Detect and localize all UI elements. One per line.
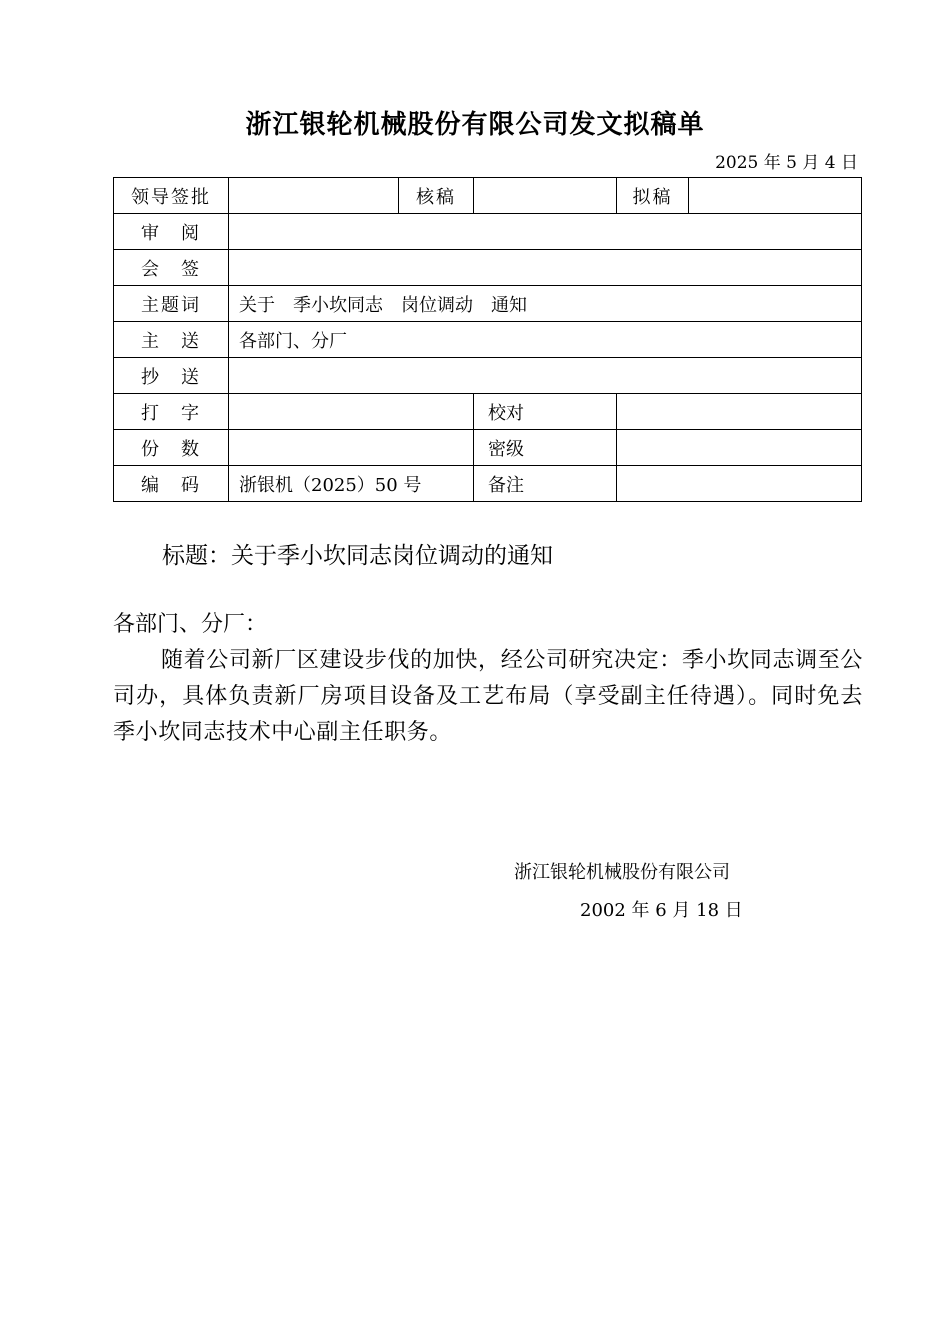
drafter-field[interactable] — [689, 178, 862, 214]
form-row-countersign — [114, 250, 862, 286]
code-field[interactable]: 浙银机（2025）50 号 — [229, 466, 474, 502]
subject-keywords-field[interactable]: 关于 季小坎同志 岗位调动 通知 — [229, 286, 862, 322]
check-draft-field[interactable] — [474, 178, 617, 214]
countersign-label: 会 签 — [114, 250, 229, 286]
form-row-copies — [114, 430, 862, 466]
typing-field[interactable] — [229, 394, 474, 430]
main-recipients-field[interactable]: 各部门、分厂 — [229, 322, 862, 358]
letter-salutation: 各部门、分厂： — [113, 612, 268, 637]
copies-label: 份 数 — [114, 430, 229, 466]
letter-paragraph: 随着公司新厂区建设步伐的加快，经公司研究决定：季小坎同志调至公司办，具体负责新厂房项目设备及工艺布局（享受副主任待遇）。同时免去季小坎同志技术中心副主任职务。 — [113, 648, 863, 745]
leader-approval-label: 领导签批 — [114, 178, 229, 214]
form-row-subject — [114, 286, 862, 322]
signature-date: 2002 年 6 月 18 日 — [580, 900, 743, 921]
countersign-field[interactable] — [229, 250, 862, 286]
proofread-field[interactable] — [617, 394, 862, 430]
main-recipients-label: 主 送 — [114, 322, 229, 358]
check-draft-label: 核稿 — [399, 178, 474, 214]
document-date: 2025 年 5 月 4 日 — [715, 153, 858, 173]
cc-field[interactable] — [229, 358, 862, 394]
typing-label: 打 字 — [114, 394, 229, 430]
remarks-field[interactable] — [617, 466, 862, 502]
form-row-code — [114, 466, 862, 502]
secrecy-field[interactable] — [617, 430, 862, 466]
form-row-cc — [114, 358, 862, 394]
document-title: 浙江银轮机械股份有限公司发文拟稿单 — [245, 110, 705, 140]
secrecy-label: 密级 — [474, 430, 617, 466]
form-row-review — [114, 214, 862, 250]
drafter-label: 拟稿 — [617, 178, 689, 214]
draft-form-table — [113, 177, 862, 502]
copies-field[interactable] — [229, 430, 474, 466]
cc-label: 抄 送 — [114, 358, 229, 394]
code-label: 编 码 — [114, 466, 229, 502]
letter-body — [113, 607, 863, 751]
signature-organization: 浙江银轮机械股份有限公司 — [514, 862, 730, 883]
leader-approval-field[interactable] — [229, 178, 399, 214]
letter-subject: 标题：关于季小坎同志岗位调动的通知 — [162, 543, 553, 569]
review-field[interactable] — [229, 214, 862, 250]
form-row-main-recipients — [114, 322, 862, 358]
form-row-approval — [114, 178, 862, 214]
proofread-label: 校对 — [474, 394, 617, 430]
subject-keywords-label: 主题词 — [114, 286, 229, 322]
review-label: 审 阅 — [114, 214, 229, 250]
form-row-typing — [114, 394, 862, 430]
remarks-label: 备注 — [474, 466, 617, 502]
